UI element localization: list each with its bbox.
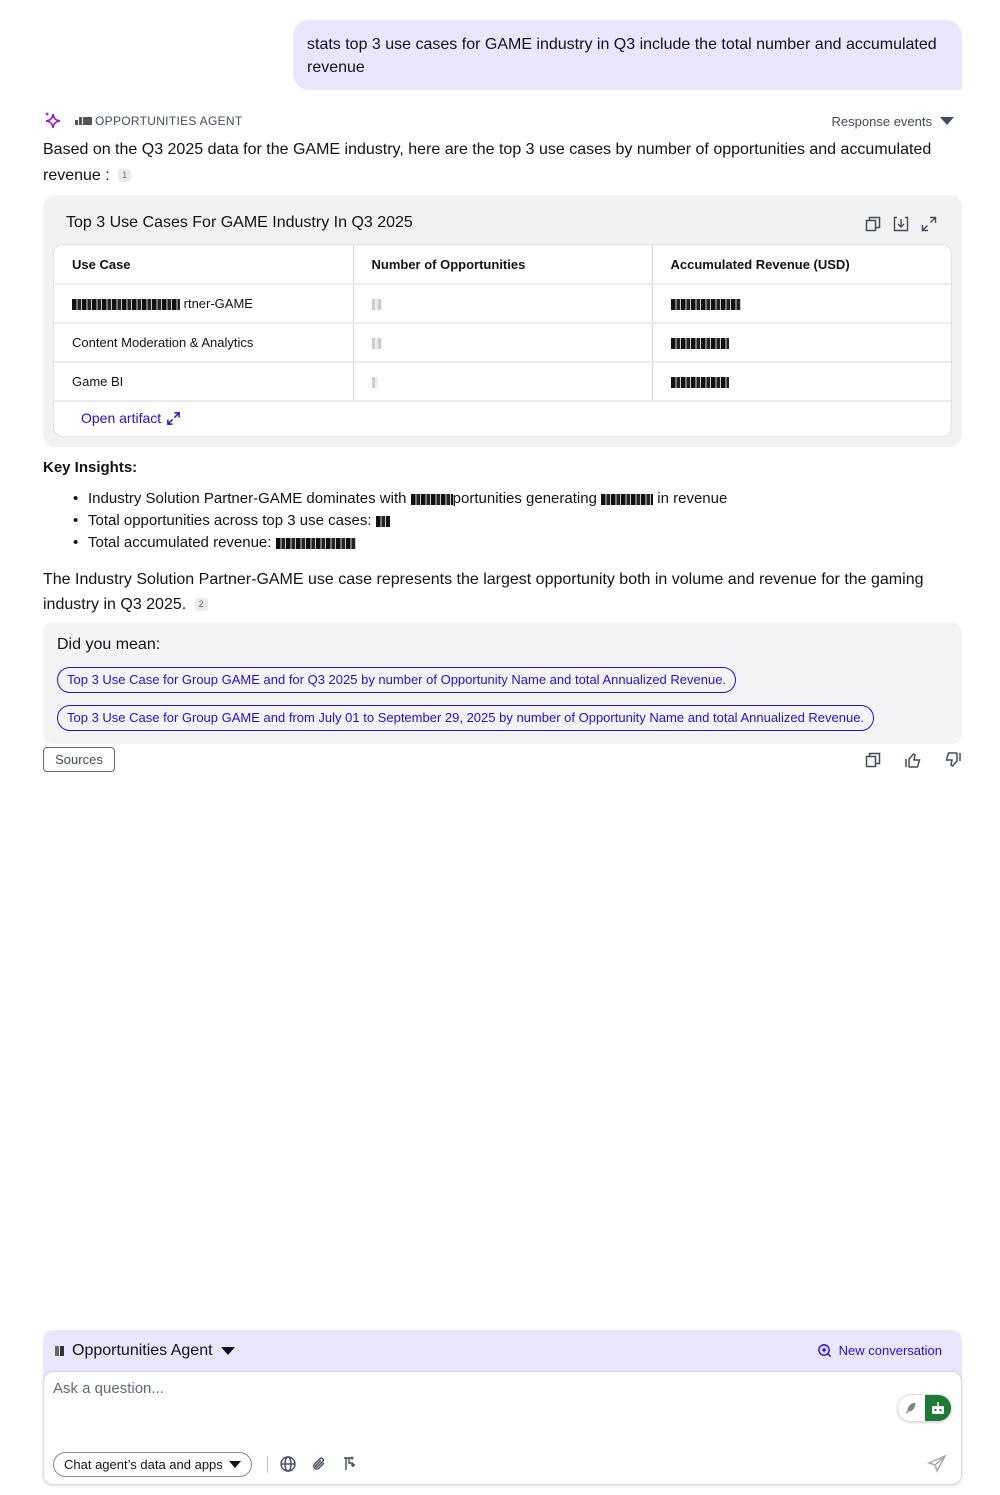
copy-icon[interactable]	[864, 215, 882, 233]
did-you-mean-title: Did you mean:	[57, 636, 161, 653]
table-row	[54, 284, 951, 323]
expand-icon[interactable]	[920, 215, 938, 233]
response-events-label: Response events	[831, 113, 932, 129]
agent-name: OPPORTUNITIES AGENT	[95, 114, 243, 128]
question-input[interactable]	[53, 1380, 883, 1410]
new-conversation-button[interactable]	[817, 1343, 942, 1358]
mode-toggle[interactable]	[897, 1394, 952, 1422]
new-conversation-label: New conversation	[838, 1343, 942, 1358]
column-header-revenue: Accumulated Revenue (USD)	[652, 245, 951, 284]
intro-text: Based on the Q3 2025 data for the GAME industry, here are the top 3 use cases by number of opportunities and accumulated revenue :	[43, 141, 932, 184]
redacted-value	[671, 338, 729, 349]
message-feedback-actions	[864, 751, 962, 769]
redacted-text	[72, 299, 180, 310]
revenue-cell	[652, 362, 951, 401]
redacted-value	[376, 516, 390, 527]
key-insights-list	[88, 488, 727, 554]
caret-down-icon	[221, 1347, 235, 1355]
opportunities-cell	[353, 284, 652, 323]
caret-down-icon	[229, 1461, 241, 1468]
agent-logo-icon	[55, 1346, 64, 1356]
new-chat-icon	[817, 1343, 832, 1358]
opportunities-cell	[353, 362, 652, 401]
insight-item: • Industry Solution Partner-GAME dominates with portunities generating in revenue	[88, 488, 727, 510]
artifact-table-container	[53, 244, 952, 437]
agent-response-header	[43, 110, 962, 132]
external-expand-icon	[166, 411, 181, 426]
artifact-card	[43, 195, 962, 447]
user-message-text: stats top 3 use cases for GAME industry in Q3 include the total number and accumulated revenue	[307, 36, 937, 76]
redacted-value	[372, 338, 382, 349]
composer-toolbar	[279, 1455, 359, 1473]
artifact-title: Top 3 Use Cases For GAME Industry In Q3 2025	[66, 214, 413, 231]
suggestion-chip[interactable]: Top 3 Use Case for Group GAME and for Q3 2025 by number of Opportunity Name and total Annualized Revenue.	[57, 667, 736, 693]
data-scope-dropdown[interactable]	[53, 1452, 252, 1477]
key-insights-title: Key Insights:	[43, 459, 138, 476]
response-events-toggle[interactable]	[832, 114, 954, 129]
redacted-value	[372, 377, 378, 388]
thumbs-down-icon[interactable]	[944, 751, 962, 769]
revenue-cell	[652, 323, 951, 362]
column-header-opportunities: Number of Opportunities	[353, 245, 652, 284]
citation-badge[interactable]: 1	[118, 169, 131, 182]
redacted-value	[372, 299, 382, 310]
send-icon[interactable]	[927, 1454, 947, 1474]
use-case-cell: Game BI	[54, 362, 353, 401]
redacted-value	[671, 299, 741, 310]
paperclip-icon[interactable]	[310, 1455, 328, 1473]
redacted-value	[601, 494, 653, 505]
insight-item: • Total opportunities across top 3 use cases:	[88, 510, 727, 532]
redacted-value	[411, 494, 453, 505]
thumbs-up-icon[interactable]	[904, 751, 922, 769]
agent-selector-dropdown[interactable]	[55, 1342, 235, 1360]
open-artifact-link[interactable]	[81, 410, 181, 426]
toolbar-divider	[267, 1456, 268, 1473]
robot-icon[interactable]	[925, 1395, 952, 1421]
table-row	[54, 362, 951, 401]
did-you-mean-panel	[43, 622, 962, 744]
artifact-toolbar	[864, 215, 938, 233]
prompt-template-icon[interactable]	[341, 1455, 359, 1473]
sources-button[interactable]: Sources	[43, 747, 115, 772]
agent-selector-label: Opportunities Agent	[72, 1342, 213, 1359]
composer-box	[43, 1371, 962, 1485]
use-case-cell: rtner-GAME	[54, 284, 353, 323]
redacted-value	[276, 538, 356, 549]
feather-icon[interactable]	[898, 1395, 925, 1421]
caret-down-icon	[940, 117, 954, 125]
use-case-cell: Content Moderation & Analytics	[54, 323, 353, 362]
open-artifact-label: Open artifact	[81, 410, 162, 426]
sparkle-icon	[43, 111, 63, 131]
redacted-value	[671, 377, 729, 388]
revenue-cell	[652, 284, 951, 323]
download-icon[interactable]	[892, 215, 910, 233]
opportunities-cell	[353, 323, 652, 362]
table-row	[54, 323, 951, 362]
data-scope-label: Chat agent’s data and apps	[64, 1457, 223, 1472]
agent-logo-icon	[75, 117, 92, 125]
insight-item: • Total accumulated revenue:	[88, 532, 727, 554]
response-intro	[43, 137, 962, 189]
use-case-table	[54, 245, 951, 402]
copy-icon[interactable]	[864, 751, 882, 769]
table-header-row	[54, 245, 951, 284]
globe-icon[interactable]	[279, 1455, 297, 1473]
user-message-bubble	[293, 20, 962, 90]
column-header-use-case: Use Case	[54, 245, 353, 284]
suggestion-chip[interactable]: Top 3 Use Case for Group GAME and from July 01 to September 29, 2025 by number of Opportunity Name and total Annualized Revenue.	[57, 705, 874, 731]
response-conclusion: The Industry Solution Partner-GAME use case represents the largest opportunity both in volume and revenue for the gaming industry in Q3 2025. 2	[43, 571, 924, 613]
citation-badge[interactable]: 2	[195, 598, 208, 611]
